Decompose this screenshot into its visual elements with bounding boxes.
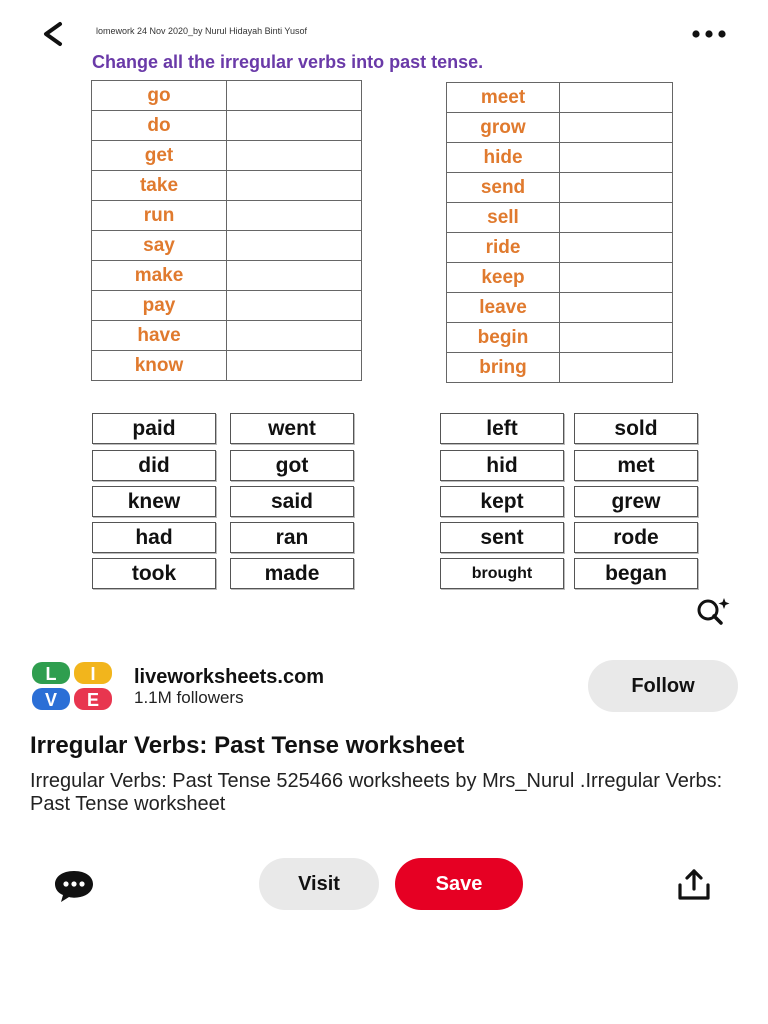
answer-blank-cell[interactable] <box>560 353 673 383</box>
comment-icon <box>52 868 96 904</box>
answer-blank-cell[interactable] <box>560 233 673 263</box>
answer-word-box[interactable]: sent <box>440 522 564 553</box>
chevron-left-icon <box>36 18 70 52</box>
verb-row <box>92 351 362 381</box>
answer-word-box[interactable]: met <box>574 450 698 481</box>
answer-blank-cell[interactable] <box>560 143 673 173</box>
verb-cell: begin <box>447 323 560 353</box>
verb-cell: say <box>92 231 227 261</box>
verb-cell: run <box>92 201 227 231</box>
verb-cell: send <box>447 173 560 203</box>
verb-row <box>92 171 362 201</box>
answer-word-box[interactable]: began <box>574 558 698 589</box>
answer-word-box[interactable]: left <box>440 413 564 444</box>
answer-blank-cell[interactable] <box>227 291 362 321</box>
verb-row <box>447 233 673 263</box>
verb-cell: sell <box>447 203 560 233</box>
verb-cell: grow <box>447 113 560 143</box>
verb-cell: meet <box>447 83 560 113</box>
answer-blank-cell[interactable] <box>227 111 362 141</box>
more-options-button[interactable] <box>688 26 730 42</box>
answer-word-box[interactable]: took <box>92 558 216 589</box>
verb-cell: get <box>92 141 227 171</box>
verb-row <box>447 83 673 113</box>
answer-blank-cell[interactable] <box>560 113 673 143</box>
follow-button[interactable]: Follow <box>588 660 738 712</box>
answer-word-box[interactable]: kept <box>440 486 564 517</box>
answer-word-box[interactable]: had <box>92 522 216 553</box>
verb-cell: take <box>92 171 227 201</box>
worksheet-header: lomework 24 Nov 2020_by Nurul Hidayah Binti Yusof <box>96 26 307 36</box>
answer-word-box[interactable]: said <box>230 486 354 517</box>
answer-blank-cell[interactable] <box>560 293 673 323</box>
answer-blank-cell[interactable] <box>227 171 362 201</box>
answer-word-box[interactable]: hid <box>440 450 564 481</box>
verb-row <box>447 293 673 323</box>
verb-cell: ride <box>447 233 560 263</box>
verb-cell: bring <box>447 353 560 383</box>
verb-row <box>447 263 673 293</box>
answer-blank-cell[interactable] <box>560 173 673 203</box>
answer-word-box[interactable]: sold <box>574 413 698 444</box>
verb-row <box>447 323 673 353</box>
follower-count: 1.1M followers <box>134 688 244 707</box>
verb-cell: keep <box>447 263 560 293</box>
answer-word-box[interactable]: grew <box>574 486 698 517</box>
verb-row <box>92 321 362 351</box>
back-button[interactable] <box>36 18 70 52</box>
worksheet-instructions: Change all the irregular verbs into past tense. <box>92 52 484 72</box>
visual-search-icon <box>694 596 732 626</box>
verb-table-right <box>446 82 673 383</box>
answer-blank-cell[interactable] <box>227 321 362 351</box>
answer-blank-cell[interactable] <box>227 261 362 291</box>
verb-row <box>447 203 673 233</box>
verb-row <box>92 81 362 111</box>
verb-table-left <box>91 80 362 381</box>
answer-blank-cell[interactable] <box>227 231 362 261</box>
answer-blank-cell[interactable] <box>560 323 673 353</box>
visit-button[interactable]: Visit <box>259 858 379 910</box>
verb-row <box>92 111 362 141</box>
verb-cell: do <box>92 111 227 141</box>
verb-cell: make <box>92 261 227 291</box>
visual-search-button[interactable] <box>694 596 732 626</box>
verb-row <box>92 141 362 171</box>
comment-button[interactable] <box>52 868 96 904</box>
svg-text:E: E <box>86 690 100 710</box>
answer-blank-cell[interactable] <box>227 141 362 171</box>
svg-text:L: L <box>45 664 57 684</box>
verb-cell: leave <box>447 293 560 323</box>
answer-word-box[interactable]: ran <box>230 522 354 553</box>
svg-text:I: I <box>90 664 96 684</box>
share-button[interactable] <box>676 868 712 902</box>
answer-blank-cell[interactable] <box>560 83 673 113</box>
answer-word-box[interactable]: made <box>230 558 354 589</box>
answer-blank-cell[interactable] <box>227 351 362 381</box>
verb-cell: hide <box>447 143 560 173</box>
answer-word-box[interactable]: went <box>230 413 354 444</box>
verb-row <box>447 173 673 203</box>
pin-description: Irregular Verbs: Past Tense 525466 worksheets by Mrs_Nurul .Irregular Verbs: Past Tense worksheet <box>30 770 723 815</box>
svg-text:V: V <box>44 690 58 710</box>
answer-blank-cell[interactable] <box>560 203 673 233</box>
answer-word-box[interactable]: did <box>92 450 216 481</box>
answer-word-box[interactable]: got <box>230 450 354 481</box>
verb-row <box>447 353 673 383</box>
answer-word-box[interactable]: paid <box>92 413 216 444</box>
answer-blank-cell[interactable] <box>227 201 362 231</box>
verb-cell: know <box>92 351 227 381</box>
verb-row <box>92 291 362 321</box>
pin-title: Irregular Verbs: Past Tense worksheet <box>30 732 465 759</box>
verb-row <box>447 113 673 143</box>
answer-word-box[interactable]: brought <box>440 558 564 589</box>
verb-row <box>92 261 362 291</box>
share-icon <box>676 868 712 902</box>
verb-cell: have <box>92 321 227 351</box>
answer-word-box[interactable]: knew <box>92 486 216 517</box>
source-name[interactable]: liveworksheets.com <box>134 666 325 688</box>
source-logo[interactable] <box>30 660 118 712</box>
verb-row <box>92 231 362 261</box>
verb-row <box>447 143 673 173</box>
verb-cell: go <box>92 81 227 111</box>
verb-cell: pay <box>92 291 227 321</box>
verb-row <box>92 201 362 231</box>
answer-blank-cell[interactable] <box>560 263 673 293</box>
save-button[interactable]: Save <box>395 858 523 910</box>
more-horizontal-icon <box>688 26 730 42</box>
answer-blank-cell[interactable] <box>227 81 362 111</box>
answer-word-box[interactable]: rode <box>574 522 698 553</box>
